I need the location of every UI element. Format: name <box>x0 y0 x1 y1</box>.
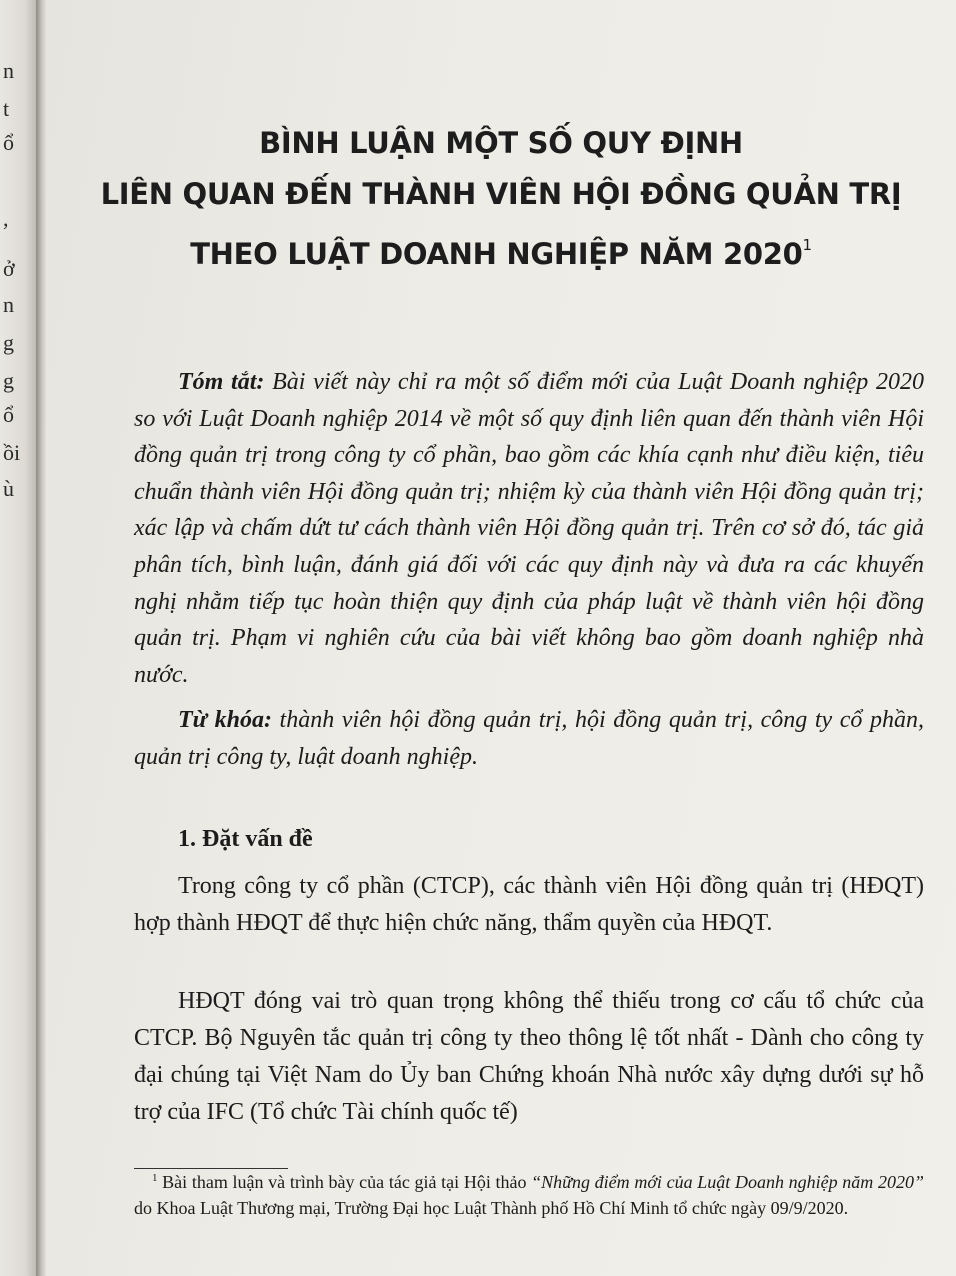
left-page-fragment: g <box>3 368 14 393</box>
book-page <box>46 0 956 1276</box>
footnote-text-before: Bài tham luận và trình bày của tác giả tại Hội thảo <box>157 1172 532 1192</box>
abstract-label: Tóm tắt: <box>178 369 265 395</box>
title-line-3-text: THEO LUẬT DOANH NGHIỆP NĂM 2020 <box>190 237 803 271</box>
left-page-fragment: n <box>3 292 14 317</box>
title-line-1: BÌNH LUẬN MỘT SỐ QUY ĐỊNH <box>259 126 743 160</box>
left-page-edge <box>0 0 36 1276</box>
footnote-text-after: do Khoa Luật Thương mại, Trường Đại học Luật Thành phố Hồ Chí Minh tổ chức ngày 09/9/2020. <box>134 1197 849 1218</box>
keywords-label: Từ khóa: <box>178 707 272 733</box>
title-line-2: LIÊN QUAN ĐẾN THÀNH VIÊN HỘI ĐỒNG QUẢN TRỊ <box>100 177 902 211</box>
body-paragraph-1: Trong công ty cổ phần (CTCP), các thành viên Hội đồng quản trị (HĐQT) hợp thành HĐQT để thực hiện chức năng, thẩm quyền của HĐQT. <box>134 873 924 936</box>
book-gutter <box>36 0 46 1276</box>
title-footnote-mark: 1 <box>802 236 812 254</box>
left-page-fragment: ù <box>3 476 14 501</box>
footnote-title: “Những điểm mới của Luật Doanh nghiệp năm 2020” <box>531 1172 924 1192</box>
left-page-fragment: ồi <box>3 440 21 465</box>
footnote <box>134 1166 924 1221</box>
left-page-fragment: , <box>3 206 9 231</box>
left-page-fragment: ổ <box>3 130 14 155</box>
left-page-fragment: n <box>3 58 14 83</box>
section-heading: 1. Đặt vấn đề <box>178 826 313 852</box>
title-line-3 <box>46 220 956 280</box>
left-page-fragment: t <box>3 96 10 121</box>
left-page-fragment: g <box>3 330 14 355</box>
footnote-mark: 1 <box>152 1172 158 1184</box>
body-paragraph-2: HĐQT đóng vai trò quan trọng không thể thiếu trong cơ cấu tổ chức của CTCP. Bộ Nguyên tắc quản trị công ty theo thông lệ tốt nhất - Dành cho công ty đại chúng tại Việt Nam do Ủy ban Chứng khoán Nhà nước xây dựng dưới sự hỗ trợ của IFC (Tổ chức Tài chính quốc tế) <box>134 988 924 1125</box>
keywords-text: thành viên hội đồng quản trị, hội đồng quản trị, công ty cổ phần, quản trị công ty, luật doanh nghiệp. <box>134 707 925 770</box>
article-title <box>46 118 956 280</box>
abstract-paragraph <box>134 364 924 693</box>
abstract-text: Bài viết này chỉ ra một số điểm mới của Luật Doanh nghiệp 2020 so với Luật Doanh nghiệp 2014 về một số quy định liên quan đến thành viên Hội đồng quản trị trong công ty cổ phần, bao gồm các khía cạnh như điều kiện, tiêu chuẩn thành viên Hội đồng quản trị; nhiệm kỳ của thành viên Hội đồng quản trị; xác lập và chấm dứt tư cách thành viên Hội đồng quản trị. Trên cơ sở đó, tác giả phân tích, bình luận, đánh giá đối với các quy định này và đưa ra các khuyến nghị nhằm tiếp tục hoàn thiện quy định của pháp luật về thành viên hội đồng quản trị. Phạm vi nghiên cứu của bài viết không bao gồm doanh nghiệp nhà nước. <box>134 369 925 688</box>
left-page-fragment: ổ <box>3 402 14 427</box>
keywords-paragraph <box>134 702 924 775</box>
left-page-fragment: ở <box>3 256 15 281</box>
